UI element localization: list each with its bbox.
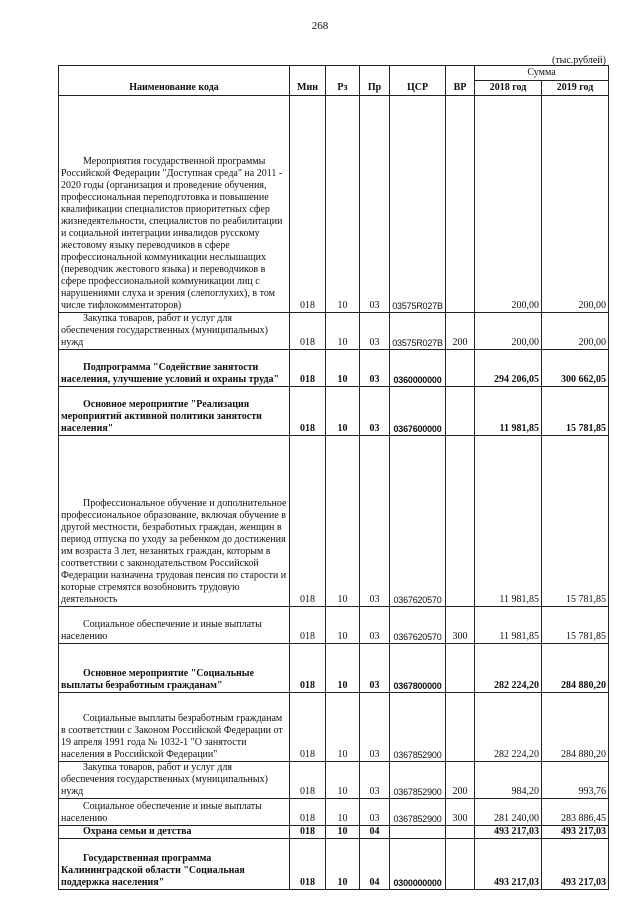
row-csr: 0367852900 (390, 762, 446, 799)
row-csr: 0367620570 (390, 607, 446, 644)
row-min: 018 (290, 387, 326, 436)
table-row (59, 826, 609, 839)
units-label: (тыс.рублей) (551, 55, 606, 66)
row-csr: 0367800000 (390, 644, 446, 693)
row-2018: 11 981,85 (475, 387, 542, 436)
row-vr (446, 387, 475, 436)
row-name-text: Социальное обеспечение и иные выплаты населению (61, 801, 262, 824)
page-number: 268 (311, 20, 329, 32)
table-row (59, 693, 609, 762)
row-name (59, 644, 290, 693)
row-2019: 15 781,85 (542, 607, 609, 644)
row-rz: 10 (326, 607, 360, 644)
table-row (59, 96, 609, 313)
row-csr: 03575R027B (390, 96, 446, 313)
row-vr (446, 350, 475, 387)
row-name (59, 96, 290, 313)
row-name-text: Государственная программа Калининградской области "Социальная поддержка населения" (61, 853, 245, 888)
row-min: 018 (290, 313, 326, 350)
header-rz: Рз (326, 66, 360, 96)
table-row (59, 607, 609, 644)
row-rz: 10 (326, 839, 360, 890)
row-rz: 10 (326, 762, 360, 799)
row-csr: 0367620570 (390, 436, 446, 607)
row-name (59, 762, 290, 799)
row-csr (390, 826, 446, 839)
table-row (59, 839, 609, 890)
table-row (59, 436, 609, 607)
row-rz: 10 (326, 96, 360, 313)
row-2018: 493 217,03 (475, 826, 542, 839)
row-min: 018 (290, 799, 326, 826)
row-2018: 282 224,20 (475, 693, 542, 762)
table-row (59, 350, 609, 387)
row-name (59, 313, 290, 350)
row-min: 018 (290, 839, 326, 890)
row-rz: 10 (326, 826, 360, 839)
table-row (59, 799, 609, 826)
row-name (59, 350, 290, 387)
row-pr: 03 (360, 96, 390, 313)
row-name-text: Основное мероприятие "Реализация мероприятий активной политики занятости населения" (61, 399, 262, 434)
row-csr: 03575R027B (390, 313, 446, 350)
row-rz: 10 (326, 313, 360, 350)
row-min: 018 (290, 350, 326, 387)
row-rz: 10 (326, 350, 360, 387)
row-2019: 200,00 (542, 313, 609, 350)
row-2019: 15 781,85 (542, 436, 609, 607)
row-pr: 04 (360, 839, 390, 890)
header-2019: 2019 год (542, 81, 609, 96)
row-name-text: Охрана семьи и детства (83, 826, 192, 837)
row-min: 018 (290, 644, 326, 693)
row-vr: 300 (446, 799, 475, 826)
row-name-text: Социальное обеспечение и иные выплаты населению (61, 619, 262, 642)
row-2018: 11 981,85 (475, 436, 542, 607)
row-2018: 200,00 (475, 96, 542, 313)
row-2019: 284 880,20 (542, 644, 609, 693)
row-vr: 200 (446, 313, 475, 350)
row-csr: 0367852900 (390, 693, 446, 762)
row-rz: 10 (326, 644, 360, 693)
row-vr (446, 644, 475, 693)
row-pr: 04 (360, 826, 390, 839)
row-vr (446, 96, 475, 313)
row-name (59, 839, 290, 890)
budget-table (58, 65, 609, 890)
row-rz: 10 (326, 799, 360, 826)
row-vr: 200 (446, 762, 475, 799)
row-name (59, 387, 290, 436)
row-pr: 03 (360, 350, 390, 387)
row-min: 018 (290, 826, 326, 839)
row-csr: 0367600000 (390, 387, 446, 436)
row-csr: 0300000000 (390, 839, 446, 890)
row-rz: 10 (326, 387, 360, 436)
row-vr (446, 436, 475, 607)
row-pr: 03 (360, 644, 390, 693)
row-2019: 493 217,03 (542, 826, 609, 839)
row-vr: 300 (446, 607, 475, 644)
row-min: 018 (290, 96, 326, 313)
row-pr: 03 (360, 387, 390, 436)
row-rz: 10 (326, 436, 360, 607)
header-csr: ЦСР (390, 66, 446, 96)
row-name-text: Закупка товаров, работ и услуг для обеспечения государственных (муниципальных) нужд (61, 313, 268, 348)
row-min: 018 (290, 693, 326, 762)
row-2019: 200,00 (542, 96, 609, 313)
row-2018: 281 240,00 (475, 799, 542, 826)
row-name-text: Основное мероприятие "Социальные выплаты безработным гражданам" (61, 668, 255, 691)
row-name (59, 799, 290, 826)
row-name (59, 826, 290, 839)
row-2019: 15 781,85 (542, 387, 609, 436)
row-2019: 283 886,45 (542, 799, 609, 826)
table-row (59, 313, 609, 350)
row-2019: 284 880,20 (542, 693, 609, 762)
row-name-text: Социальные выплаты безработным гражданам в соответствии с Законом Российской Федерации от 19 апреля 1991 года № 1032-1 "О занятости населения в Российской Федерации" (61, 713, 283, 760)
row-min: 018 (290, 436, 326, 607)
header-sum: Сумма (475, 66, 609, 81)
header-name: Наименование кода (59, 66, 290, 96)
header-min: Мин (290, 66, 326, 96)
row-name (59, 607, 290, 644)
row-2019: 993,76 (542, 762, 609, 799)
row-pr: 03 (360, 607, 390, 644)
row-2019: 300 662,05 (542, 350, 609, 387)
table-row (59, 387, 609, 436)
row-pr: 03 (360, 693, 390, 762)
row-2018: 11 981,85 (475, 607, 542, 644)
row-2018: 493 217,03 (475, 839, 542, 890)
row-rz: 10 (326, 693, 360, 762)
row-2019: 493 217,03 (542, 839, 609, 890)
row-vr (446, 693, 475, 762)
row-2018: 294 206,05 (475, 350, 542, 387)
row-2018: 200,00 (475, 313, 542, 350)
row-name (59, 693, 290, 762)
row-min: 018 (290, 607, 326, 644)
table-row (59, 762, 609, 799)
row-pr: 03 (360, 436, 390, 607)
row-name-text: Подпрограмма "Содействие занятости населения, улучшение условий и охраны труда" (61, 362, 280, 385)
row-csr: 0367852900 (390, 799, 446, 826)
header-pr: Пр (360, 66, 390, 96)
row-name (59, 436, 290, 607)
row-min: 018 (290, 762, 326, 799)
row-csr: 0360000000 (390, 350, 446, 387)
row-pr: 03 (360, 799, 390, 826)
row-name-text: Мероприятия государственной программы Российской Федерации "Доступная среда" на 2011 - 2020 годы (организация и проведение обучения, профессиональная переподготовка и повышение квалификации специалистов приоритетных сфер жизнедеятельности, специалистов по реабилитации и социальной интеграции инвалидов русскому жестовому языку переводчиков в сфере профессиональной коммуникации неслышащих (переводчик жестового языка) и переводчиков в сфере профессиональной коммуникации лиц с нарушениями слуха и зрения (слепоглухих), в том числе тифлокомментаторов) (61, 156, 283, 311)
table-row (59, 644, 609, 693)
header-vr: ВР (446, 66, 475, 96)
row-vr (446, 826, 475, 839)
row-vr (446, 839, 475, 890)
row-2018: 282 224,20 (475, 644, 542, 693)
row-2018: 984,20 (475, 762, 542, 799)
row-name-text: Закупка товаров, работ и услуг для обеспечения государственных (муниципальных) нужд (61, 762, 268, 797)
header-2018: 2018 год (475, 81, 542, 96)
row-pr: 03 (360, 313, 390, 350)
row-pr: 03 (360, 762, 390, 799)
row-name-text: Профессиональное обучение и дополнительное профессиональное образование, включая обучение в другой местности, безработных граждан, женщин в период отпуска по уходу за ребенком до достижения им возраста 3 лет, незанятых граждан, которым в соответствии с законодательством Российской Федерации назначена трудовая пенсия по старости и которые стремятся возобновить трудовую деятельность (61, 498, 287, 605)
